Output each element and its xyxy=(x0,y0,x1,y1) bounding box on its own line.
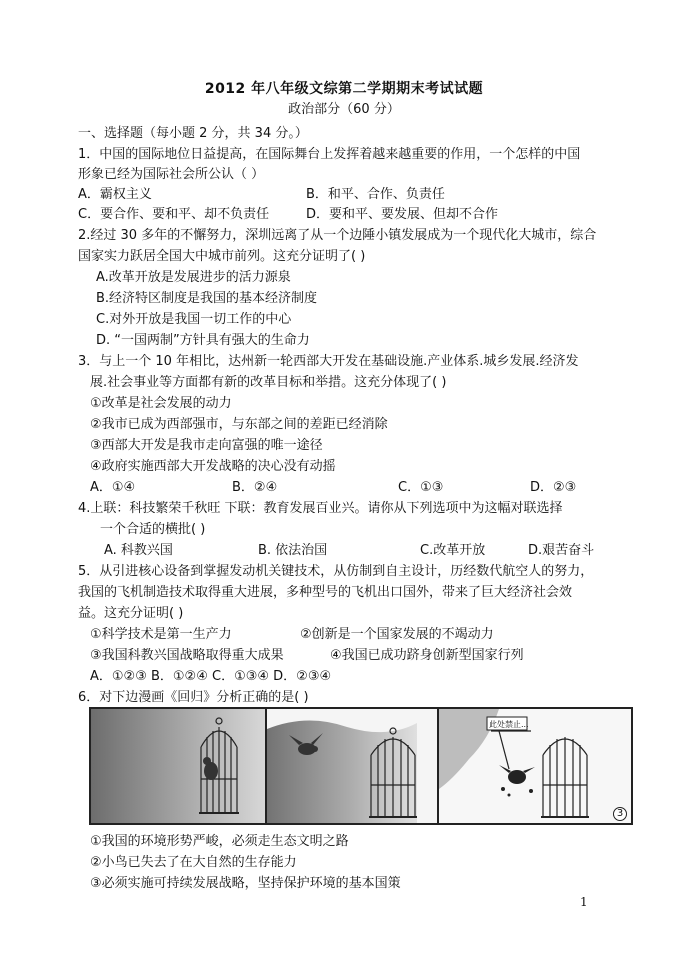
q5-statement-4: ④我国已成功跻身创新型国家行列 xyxy=(330,648,524,663)
q6-statement-3: ③必须实施可持续发展战略，坚持保护环境的基本国策 xyxy=(90,876,401,891)
q1-option-a: A．霸权主义 xyxy=(78,187,152,202)
q3-option-c: C．①③ xyxy=(398,480,444,495)
q5-statement-1: ①科学技术是第一生产力 xyxy=(90,627,232,642)
q2-stem-line1: 2.经过 30 多年的不懈努力，深圳远离了从一个边陲小镇发展成为一个现代化大城市，综合 xyxy=(78,228,597,243)
q2-option-b: B.经济特区制度是我国的基本经济制度 xyxy=(96,291,318,306)
q3-statement-2: ②我市已成为西部强市，与东部之间的差距已经消除 xyxy=(90,417,388,432)
cartoon-3-illustration xyxy=(439,709,631,823)
q5-statement-2: ②创新是一个国家发展的不竭动力 xyxy=(300,627,494,642)
q1-stem-line2: 形象已经为国际社会所公认（ ） xyxy=(78,167,265,182)
q3-option-d: D．②③ xyxy=(530,480,577,495)
q1-option-b: B．和平、合作、负责任 xyxy=(306,187,445,202)
q4-option-b: B. 依法治国 xyxy=(258,543,328,558)
q1-stem-line1: 1．中国的国际地位日益提高，在国际舞台上发挥着越来越重要的作用，一个怎样的中国 xyxy=(78,147,581,162)
q1-option-d: D．要和平、要发展、但却不合作 xyxy=(306,207,499,222)
q2-option-c: C.对外开放是我国一切工作的中心 xyxy=(96,312,292,327)
q5-statement-3: ③我国科教兴国战略取得重大成果 xyxy=(90,648,284,663)
q1-option-c: C．要合作、要和平、却不负责任 xyxy=(78,207,270,222)
q6-statement-1: ①我国的环境形势严峻，必须走生态文明之路 xyxy=(90,834,349,849)
q3-option-b: B．②④ xyxy=(232,480,278,495)
q6-stem: 6．对下边漫画《回归》分析正确的是( ) xyxy=(78,690,309,705)
q3-stem-line2: 展.社会事业等方面都有新的改革目标和举措。这充分体现了( ) xyxy=(90,375,447,390)
q3-option-a: A．①④ xyxy=(90,480,136,495)
q2-stem-line2: 国家实力跃居全国大中城市前列。这充分证明了( ) xyxy=(78,249,366,264)
q6-statement-2: ②小鸟已失去了在大自然的生存能力 xyxy=(90,855,297,870)
cartoon-3-sign-text: 此处禁止... xyxy=(489,720,529,729)
q5-options: A．①②③ B．①②④ C．①③④ D．②③④ xyxy=(90,669,332,684)
cartoon-panel-3 xyxy=(437,707,633,825)
cartoon-panel-3-number: 3 xyxy=(613,807,627,821)
page-subtitle: 政治部分（60 分） xyxy=(288,102,400,117)
cartoon-panel-1 xyxy=(89,707,285,825)
section-heading: 一、选择题（每小题 2 分，共 34 分。） xyxy=(78,126,308,141)
q4-option-a: A. 科教兴国 xyxy=(104,543,173,558)
cartoon-panel-2 xyxy=(265,707,461,825)
q4-option-c: C.改革开放 xyxy=(420,543,486,558)
q3-statement-4: ④政府实施西部大开发战略的决心没有动摇 xyxy=(90,459,336,474)
q5-stem-line1: 5．从引进核心设备到掌握发动机关键技术，从仿制到自主设计，历经数代航空人的努力， xyxy=(78,564,594,579)
q5-stem-line3: 益。这充分证明( ) xyxy=(78,606,184,621)
cartoon-1-illustration xyxy=(91,709,283,823)
q3-statement-1: ①改革是社会发展的动力 xyxy=(90,396,232,411)
page-title: 2012 年八年级文综第二学期期末考试试题 xyxy=(204,81,484,97)
q2-option-a: A.改革开放是发展进步的活力源泉 xyxy=(96,270,291,285)
q4-stem-line2: 一个合适的横批( ) xyxy=(100,522,206,537)
q3-statement-3: ③西部大开发是我市走向富强的唯一途径 xyxy=(90,438,323,453)
q3-stem-line1: 3．与上一个 10 年相比，达州新一轮西部大开发在基础设施.产业体系.城乡发展.经济发 xyxy=(78,354,579,369)
q5-stem-line2: 我国的飞机制造技术取得重大进展，多种型号的飞机出口国外，带来了巨大经济社会效 xyxy=(78,585,573,600)
page-number: 1 xyxy=(580,895,588,909)
q4-option-d: D.艰苦奋斗 xyxy=(528,543,595,558)
cartoon-2-illustration xyxy=(267,709,459,823)
q4-stem-line1: 4.上联：科技繁荣千秋旺 下联：教育发展百业兴。请你从下列选项中为这幅对联选择 xyxy=(78,501,563,516)
q2-option-d: D. “一国两制”方针具有强大的生命力 xyxy=(96,333,310,348)
